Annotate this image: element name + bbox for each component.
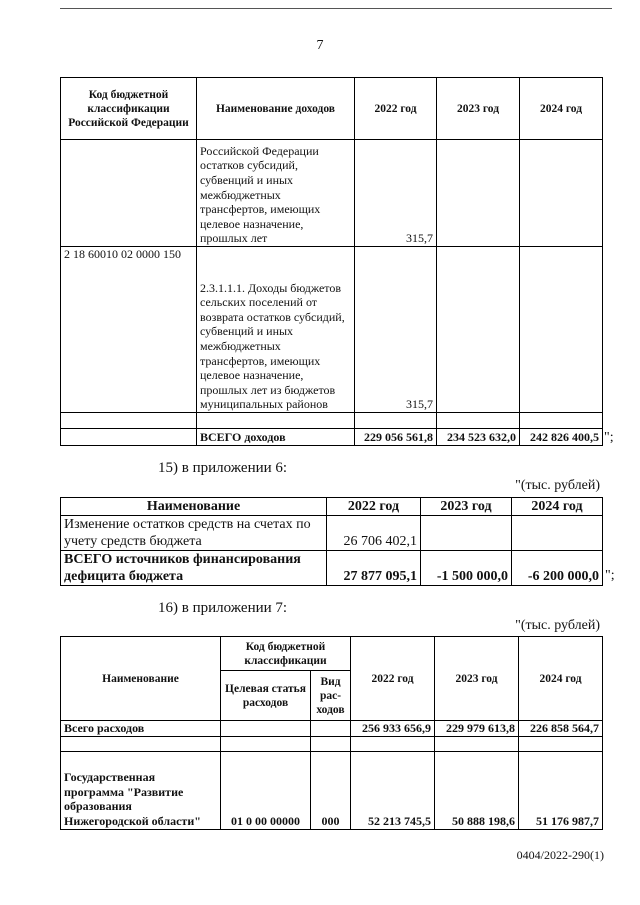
- header-code-group: Код бюджетной классификации: [221, 637, 351, 671]
- header-2024: 2024 год: [512, 498, 603, 516]
- row-2022: 256 933 656,9: [351, 721, 435, 737]
- section-16-label: 16) в приложении 7:: [158, 600, 288, 616]
- page-number: 7: [316, 38, 324, 53]
- header-2023: 2023 год: [437, 78, 520, 140]
- header-name: Наименование доходов: [197, 78, 355, 140]
- row-2023: 229 979 613,8: [435, 721, 519, 737]
- row-2023: 50 888 198,6: [435, 751, 519, 829]
- row-2023: -1 500 000,0: [421, 551, 512, 586]
- row-2023: [421, 516, 512, 551]
- revenue-table: [60, 77, 603, 446]
- total-row: [61, 551, 603, 586]
- header-2024: 2024 год: [519, 637, 603, 721]
- header-2023: 2023 год: [435, 637, 519, 721]
- row-2024: -6 200 000,0: [512, 551, 603, 586]
- row-2022: 52 213 745,5: [351, 751, 435, 829]
- total-row: [61, 721, 603, 737]
- header-kind: Вид рас-ходов: [311, 671, 351, 721]
- table-row: [61, 516, 603, 551]
- row-2024: [512, 516, 603, 551]
- document-code: 0404/2022-290(1): [516, 848, 604, 862]
- table-row: [61, 751, 603, 829]
- row-code: [61, 140, 197, 247]
- row-kind: 000: [311, 751, 351, 829]
- empty-row: [61, 736, 603, 751]
- header-name: Наименование: [61, 637, 221, 721]
- row-2023: [437, 140, 520, 247]
- row-2023: [437, 247, 520, 413]
- header-2023: 2023 год: [421, 498, 512, 516]
- row-2022: 315,7: [355, 140, 437, 247]
- row-target: 01 0 00 00000: [221, 751, 311, 829]
- table-row: [61, 140, 603, 247]
- row-name: Изменение остатков средств на счетах по учету средств бюджета: [61, 516, 327, 551]
- header-2022: 2022 год: [351, 637, 435, 721]
- row-code: 2 18 60010 02 0000 150: [61, 247, 197, 413]
- total-2022: 229 056 561,8: [355, 429, 437, 446]
- total-label: ВСЕГО доходов: [197, 429, 355, 446]
- empty-row: [61, 413, 603, 429]
- header-2022: 2022 год: [355, 78, 437, 140]
- expenses-table: [60, 636, 603, 830]
- row-name: 2.3.1.1.1. Доходы бюджетов сельских поселений от возврата остатков субсидий, субвенций и иных межбюджетных трансфертов, имеющих целевое назначение, прошлых лет из бюджетов муниципальных районов: [197, 247, 355, 413]
- total-row: [61, 429, 603, 446]
- header-2022: 2022 год: [327, 498, 421, 516]
- table1-closing-quote: ";: [604, 430, 614, 445]
- header-name: Наименование: [61, 498, 327, 516]
- header-code: Код бюджетной классификации Российской Федерации: [61, 78, 197, 140]
- row-name: Всего расходов: [61, 721, 221, 737]
- row-target: [221, 721, 311, 737]
- header-target: Целевая статья расходов: [221, 671, 311, 721]
- section-15-units: "(тыс. рублей): [515, 478, 600, 493]
- row-kind: [311, 721, 351, 737]
- row-2024: 51 176 987,7: [519, 751, 603, 829]
- row-name: Государственная программа "Развитие образования Нижегородской области": [61, 751, 221, 829]
- table-row: [61, 247, 603, 413]
- header-2024: 2024 год: [520, 78, 603, 140]
- row-2024: 226 858 564,7: [519, 721, 603, 737]
- row-2024: [520, 140, 603, 247]
- total-2024: 242 826 400,5: [520, 429, 603, 446]
- section-15-label: 15) в приложении 6:: [158, 460, 288, 476]
- sources-table: [60, 497, 603, 586]
- row-2022: 27 877 095,1: [327, 551, 421, 586]
- row-name: Российской Федерации остатков субсидий, субвенций и иных межбюджетных трансфертов, имеющих целевое назначение, прошлых лет: [197, 140, 355, 247]
- section-16-units: "(тыс. рублей): [515, 618, 600, 633]
- row-2022: 315,7: [355, 247, 437, 413]
- total-2023: 234 523 632,0: [437, 429, 520, 446]
- row-2024: [520, 247, 603, 413]
- row-name: ВСЕГО источников финансирования дефицита бюджета: [61, 551, 327, 586]
- row-2022: 26 706 402,1: [327, 516, 421, 551]
- top-border-line: [60, 8, 612, 9]
- table2-closing-quote: ";: [605, 568, 615, 583]
